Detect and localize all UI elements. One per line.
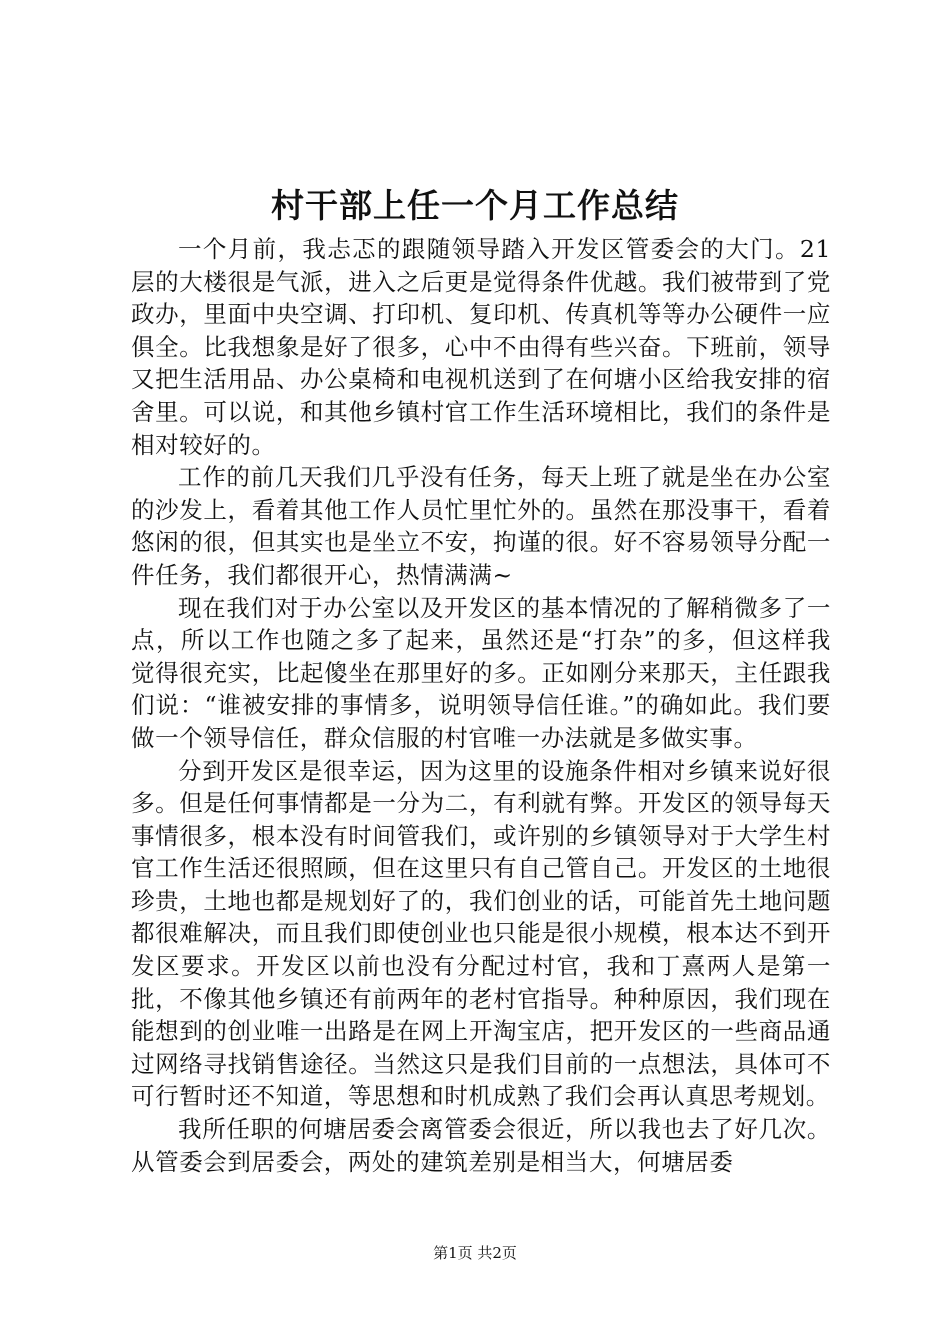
document-title: 村干部上任一个月工作总结 (271, 186, 679, 225)
paragraph-2: 工作的前几天我们几乎没有任务，每天上班了就是坐在办公室的沙发上，看着其他工作人员忙里忙外的。虽然在那没事干，看着悠闲的很，但其实也是坐立不安，拘谨的很。好不容易领导分配一件任务，我们都很开心，热情满满~ (131, 463, 831, 589)
document-body (131, 233, 831, 1178)
paragraph-1: 一个月前，我忐忑的跟随领导踏入开发区管委会的大门。21层的大楼很是气派，进入之后更是觉得条件优越。我们被带到了党政办，里面中央空调、打印机、复印机、传真机等等办公硬件一应俱全。比我想象是好了很多，心中不由得有些兴奋。下班前，领导又把生活用品、办公桌椅和电视机送到了在何塘小区给我安排的宿舍里。可以说，和其他乡镇村官工作生活环境相比，我们的条件是相对较好的。 (131, 235, 831, 459)
paragraph-4: 分到开发区是很幸运，因为这里的设施条件相对乡镇来说好很多。但是任何事情都是一分为二，有利就有弊。开发区的领导每天事情很多，根本没有时间管我们，或许别的乡镇领导对于大学生村官工作生活还很照顾，但在这里只有自己管自己。开发区的土地很珍贵，土地也都是规划好了的，我们创业的话，可能首先土地问题都很难解决，而且我们即使创业也只能是很小规模，根本达不到开发区要求。开发区以前也没有分配过村官，我和丁熹两人是第一批，不像其他乡镇还有前两年的老村官指导。种种原因，我们现在能想到的创业唯一出路是在网上开淘宝店，把开发区的一些商品通过网络寻找销售途径。当然这只是我们目前的一点想法，具体可不可行暂时还不知道，等思想和时机成熟了我们会再认真思考规划。 (131, 756, 831, 1111)
page-footer: 第1页 共2页 (433, 1244, 517, 1262)
paragraph-5: 我所任职的何塘居委会离管委会很近，所以我也去了好几次。从管委会到居委会，两处的建筑差别是相当大，何塘居委 (131, 1115, 831, 1176)
paragraph-3: 现在我们对于办公室以及开发区的基本情况的了解稍微多了一点，所以工作也随之多了起来，虽然还是“打杂”的多，但这样我觉得很充实，比起傻坐在那里好的多。正如刚分来那天，主任跟我们说：“谁被安排的事情多，说明领导信任谁。”的确如此。我们要做一个领导信任，群众信服的村官唯一办法就是多做实事。 (131, 593, 831, 752)
